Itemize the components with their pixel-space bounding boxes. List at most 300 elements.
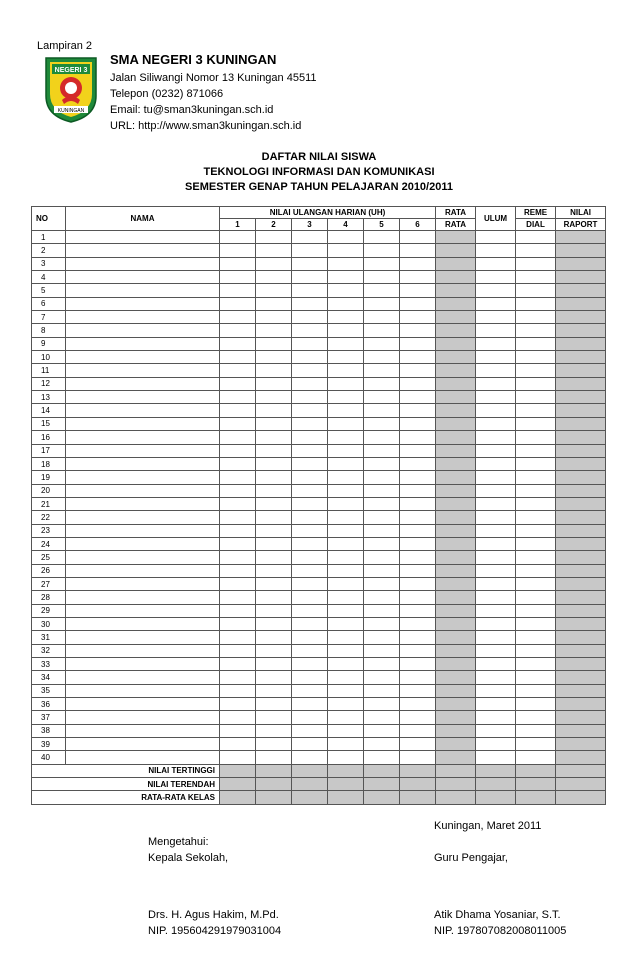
nama-cell — [66, 711, 220, 724]
table-row — [32, 457, 606, 470]
uh-cell — [328, 524, 364, 537]
remedial-cell — [516, 444, 556, 457]
nama-cell — [66, 351, 220, 364]
raport-cell — [556, 658, 606, 671]
uh-cell — [220, 524, 256, 537]
ulum-cell — [476, 471, 516, 484]
uh-cell — [256, 604, 292, 617]
raport-cell — [556, 337, 606, 350]
ulum-cell — [476, 431, 516, 444]
uh-cell — [328, 244, 364, 257]
rata-cell — [436, 311, 476, 324]
table-row — [32, 738, 606, 751]
uh-cell — [364, 524, 400, 537]
uh-cell — [400, 324, 436, 337]
row-number: 24 — [32, 537, 66, 550]
uh-cell — [292, 484, 328, 497]
uh-cell — [328, 604, 364, 617]
raport-cell — [556, 431, 606, 444]
uh-cell — [256, 244, 292, 257]
uh-cell — [292, 684, 328, 697]
row-number: 35 — [32, 684, 66, 697]
summary-cell — [292, 764, 328, 777]
rata-cell — [436, 751, 476, 764]
summary-cell — [220, 791, 256, 804]
remedial-cell — [516, 617, 556, 630]
ulum-cell — [476, 644, 516, 657]
uh-cell — [400, 711, 436, 724]
uh-cell — [220, 751, 256, 764]
uh-cell — [220, 591, 256, 604]
row-number: 12 — [32, 377, 66, 390]
uh-cell — [292, 364, 328, 377]
summary-cell — [292, 791, 328, 804]
nama-cell — [66, 617, 220, 630]
row-number: 39 — [32, 738, 66, 751]
table-row — [32, 484, 606, 497]
uh-cell — [328, 337, 364, 350]
remedial-cell — [516, 351, 556, 364]
school-name: SMA NEGERI 3 KUNINGAN — [110, 52, 277, 67]
ulum-cell — [476, 351, 516, 364]
rata-cell — [436, 551, 476, 564]
rata-cell — [436, 351, 476, 364]
header-remedial-1: REME — [516, 207, 556, 219]
uh-cell — [220, 604, 256, 617]
uh-cell — [400, 591, 436, 604]
summary-cell — [556, 764, 606, 777]
raport-cell — [556, 751, 606, 764]
raport-cell — [556, 511, 606, 524]
uh-cell — [364, 457, 400, 470]
summary-cell — [516, 778, 556, 791]
ulum-cell — [476, 311, 516, 324]
uh-cell — [292, 404, 328, 417]
uh-cell — [328, 577, 364, 590]
uh-cell — [256, 497, 292, 510]
summary-cell — [256, 791, 292, 804]
nama-cell — [66, 497, 220, 510]
table-row — [32, 351, 606, 364]
uh-cell — [328, 724, 364, 737]
uh-cell — [220, 497, 256, 510]
uh-cell — [364, 631, 400, 644]
uh-cell — [364, 564, 400, 577]
uh-cell — [292, 297, 328, 310]
raport-cell — [556, 377, 606, 390]
uh-cell — [364, 604, 400, 617]
uh-cell — [328, 231, 364, 244]
raport-cell — [556, 698, 606, 711]
table-row — [32, 257, 606, 270]
remedial-cell — [516, 631, 556, 644]
uh-cell — [400, 564, 436, 577]
summary-blank — [32, 764, 66, 777]
summary-cell — [328, 791, 364, 804]
summary-cell — [364, 778, 400, 791]
rata-cell — [436, 404, 476, 417]
uh-cell — [220, 444, 256, 457]
uh-cell — [328, 684, 364, 697]
kepala-sekolah-title: Kepala Sekolah, — [148, 852, 229, 864]
header-rata-1: RATA — [436, 207, 476, 219]
remedial-cell — [516, 658, 556, 671]
row-number: 6 — [32, 297, 66, 310]
uh-cell — [328, 297, 364, 310]
rata-cell — [436, 457, 476, 470]
school-email: Email: tu@sman3kuningan.sch.id — [110, 104, 274, 116]
uh-cell — [256, 751, 292, 764]
uh-cell — [400, 257, 436, 270]
uh-cell — [364, 671, 400, 684]
nama-cell — [66, 431, 220, 444]
uh-cell — [364, 497, 400, 510]
remedial-cell — [516, 431, 556, 444]
uh-cell — [292, 564, 328, 577]
uh-cell — [292, 698, 328, 711]
ulum-cell — [476, 231, 516, 244]
rata-cell — [436, 724, 476, 737]
ulum-cell — [476, 711, 516, 724]
ulum-cell — [476, 337, 516, 350]
uh-cell — [256, 631, 292, 644]
uh-cell — [400, 297, 436, 310]
uh-cell — [292, 551, 328, 564]
uh-cell — [328, 271, 364, 284]
summary-cell — [292, 778, 328, 791]
summary-row — [32, 778, 606, 791]
uh-cell — [220, 311, 256, 324]
uh-cell — [400, 671, 436, 684]
uh-cell — [292, 324, 328, 337]
uh-cell — [256, 271, 292, 284]
uh-cell — [292, 751, 328, 764]
rata-cell — [436, 471, 476, 484]
uh-cell — [400, 751, 436, 764]
grade-table — [31, 206, 606, 805]
raport-cell — [556, 257, 606, 270]
guru-pengajar-nip: NIP. 197807082008011005 — [434, 925, 567, 937]
table-row — [32, 577, 606, 590]
rata-cell — [436, 377, 476, 390]
uh-cell — [292, 604, 328, 617]
remedial-cell — [516, 271, 556, 284]
table-row — [32, 617, 606, 630]
uh-cell — [328, 444, 364, 457]
ulum-cell — [476, 377, 516, 390]
uh-cell — [256, 698, 292, 711]
school-logo — [42, 56, 100, 124]
nama-cell — [66, 698, 220, 711]
table-row — [32, 604, 606, 617]
uh-cell — [292, 284, 328, 297]
nama-cell — [66, 738, 220, 751]
nama-cell — [66, 324, 220, 337]
uh-cell — [400, 617, 436, 630]
uh-cell — [364, 417, 400, 430]
uh-cell — [328, 497, 364, 510]
summary-cell — [328, 778, 364, 791]
uh-cell — [256, 738, 292, 751]
remedial-cell — [516, 577, 556, 590]
uh-cell — [292, 271, 328, 284]
uh-cell — [328, 698, 364, 711]
remedial-cell — [516, 698, 556, 711]
grade-table-body — [32, 231, 606, 765]
table-row — [32, 417, 606, 430]
header-uh-6: 6 — [400, 219, 436, 231]
uh-cell — [328, 431, 364, 444]
uh-cell — [364, 698, 400, 711]
header-nama: NAMA — [66, 207, 220, 231]
uh-cell — [256, 337, 292, 350]
raport-cell — [556, 711, 606, 724]
uh-cell — [328, 284, 364, 297]
uh-cell — [256, 617, 292, 630]
nama-cell — [66, 297, 220, 310]
raport-cell — [556, 324, 606, 337]
nama-cell — [66, 337, 220, 350]
uh-cell — [292, 577, 328, 590]
remedial-cell — [516, 417, 556, 430]
row-number: 21 — [32, 497, 66, 510]
nama-cell — [66, 417, 220, 430]
nama-cell — [66, 391, 220, 404]
raport-cell — [556, 351, 606, 364]
row-number: 31 — [32, 631, 66, 644]
table-row — [32, 431, 606, 444]
uh-cell — [256, 484, 292, 497]
remedial-cell — [516, 231, 556, 244]
uh-cell — [400, 404, 436, 417]
row-number: 13 — [32, 391, 66, 404]
remedial-cell — [516, 404, 556, 417]
row-number: 7 — [32, 311, 66, 324]
rata-cell — [436, 537, 476, 550]
table-row — [32, 564, 606, 577]
uh-cell — [400, 391, 436, 404]
uh-cell — [292, 231, 328, 244]
table-row — [32, 471, 606, 484]
uh-cell — [220, 404, 256, 417]
remedial-cell — [516, 524, 556, 537]
row-number: 30 — [32, 617, 66, 630]
uh-cell — [292, 311, 328, 324]
uh-cell — [256, 684, 292, 697]
uh-cell — [256, 524, 292, 537]
rata-cell — [436, 631, 476, 644]
header-ulum: ULUM — [476, 207, 516, 231]
raport-cell — [556, 564, 606, 577]
remedial-cell — [516, 471, 556, 484]
uh-cell — [256, 537, 292, 550]
uh-cell — [364, 271, 400, 284]
uh-cell — [364, 577, 400, 590]
uh-cell — [364, 231, 400, 244]
remedial-cell — [516, 604, 556, 617]
remedial-cell — [516, 537, 556, 550]
rata-cell — [436, 417, 476, 430]
rata-cell — [436, 604, 476, 617]
table-row — [32, 391, 606, 404]
uh-cell — [256, 391, 292, 404]
uh-cell — [400, 244, 436, 257]
nama-cell — [66, 231, 220, 244]
title-line-1: DAFTAR NILAI SISWA — [261, 151, 377, 163]
uh-cell — [256, 297, 292, 310]
header-uh-3: 3 — [292, 219, 328, 231]
uh-cell — [400, 604, 436, 617]
raport-cell — [556, 484, 606, 497]
uh-cell — [364, 658, 400, 671]
row-number: 17 — [32, 444, 66, 457]
summary-label: NILAI TERTINGGI — [66, 764, 220, 777]
uh-cell — [220, 417, 256, 430]
logo-text-top: NEGERI 3 — [54, 67, 88, 74]
uh-cell — [292, 244, 328, 257]
rata-cell — [436, 271, 476, 284]
raport-cell — [556, 311, 606, 324]
uh-cell — [364, 391, 400, 404]
uh-cell — [220, 644, 256, 657]
uh-cell — [256, 431, 292, 444]
uh-cell — [364, 324, 400, 337]
nama-cell — [66, 577, 220, 590]
remedial-cell — [516, 484, 556, 497]
rata-cell — [436, 684, 476, 697]
uh-cell — [256, 444, 292, 457]
nama-cell — [66, 364, 220, 377]
uh-cell — [328, 564, 364, 577]
uh-cell — [292, 431, 328, 444]
uh-cell — [256, 591, 292, 604]
uh-cell — [328, 364, 364, 377]
summary-cell — [220, 764, 256, 777]
summary-blank — [32, 778, 66, 791]
uh-cell — [364, 751, 400, 764]
rata-cell — [436, 738, 476, 751]
remedial-cell — [516, 284, 556, 297]
summary-label: RATA-RATA KELAS — [66, 791, 220, 804]
raport-cell — [556, 231, 606, 244]
uh-cell — [364, 551, 400, 564]
uh-cell — [220, 698, 256, 711]
nama-cell — [66, 724, 220, 737]
uh-cell — [220, 724, 256, 737]
uh-cell — [328, 511, 364, 524]
summary-cell — [256, 764, 292, 777]
ulum-cell — [476, 284, 516, 297]
uh-cell — [220, 391, 256, 404]
nama-cell — [66, 684, 220, 697]
uh-cell — [220, 738, 256, 751]
uh-cell — [364, 257, 400, 270]
remedial-cell — [516, 324, 556, 337]
uh-cell — [364, 311, 400, 324]
table-row — [32, 497, 606, 510]
row-number: 9 — [32, 337, 66, 350]
school-header — [110, 52, 317, 134]
summary-cell — [516, 764, 556, 777]
remedial-cell — [516, 311, 556, 324]
table-row — [32, 591, 606, 604]
remedial-cell — [516, 297, 556, 310]
rata-cell — [436, 617, 476, 630]
uh-cell — [328, 711, 364, 724]
uh-cell — [328, 631, 364, 644]
uh-cell — [364, 244, 400, 257]
rata-cell — [436, 591, 476, 604]
uh-cell — [364, 711, 400, 724]
uh-cell — [364, 484, 400, 497]
summary-cell — [364, 764, 400, 777]
raport-cell — [556, 457, 606, 470]
uh-cell — [364, 617, 400, 630]
rata-cell — [436, 297, 476, 310]
uh-cell — [400, 724, 436, 737]
uh-cell — [328, 591, 364, 604]
row-number: 10 — [32, 351, 66, 364]
table-row — [32, 284, 606, 297]
table-row — [32, 311, 606, 324]
uh-cell — [328, 671, 364, 684]
remedial-cell — [516, 244, 556, 257]
table-row — [32, 444, 606, 457]
row-number: 34 — [32, 671, 66, 684]
uh-cell — [220, 564, 256, 577]
raport-cell — [556, 497, 606, 510]
uh-cell — [220, 284, 256, 297]
nama-cell — [66, 511, 220, 524]
table-row — [32, 684, 606, 697]
rata-cell — [436, 658, 476, 671]
nama-cell — [66, 244, 220, 257]
nama-cell — [66, 377, 220, 390]
uh-cell — [328, 751, 364, 764]
uh-cell — [256, 511, 292, 524]
uh-cell — [292, 591, 328, 604]
nama-cell — [66, 471, 220, 484]
table-row — [32, 658, 606, 671]
uh-cell — [220, 377, 256, 390]
nama-cell — [66, 311, 220, 324]
row-number: 8 — [32, 324, 66, 337]
nama-cell — [66, 631, 220, 644]
uh-cell — [292, 711, 328, 724]
row-number: 11 — [32, 364, 66, 377]
row-number: 38 — [32, 724, 66, 737]
remedial-cell — [516, 511, 556, 524]
nama-cell — [66, 591, 220, 604]
header-uh-5: 5 — [364, 219, 400, 231]
rata-cell — [436, 698, 476, 711]
remedial-cell — [516, 564, 556, 577]
uh-cell — [256, 551, 292, 564]
ulum-cell — [476, 524, 516, 537]
uh-cell — [328, 257, 364, 270]
uh-cell — [256, 471, 292, 484]
uh-cell — [364, 364, 400, 377]
ulum-cell — [476, 537, 516, 550]
row-number: 3 — [32, 257, 66, 270]
uh-cell — [292, 417, 328, 430]
uh-cell — [400, 497, 436, 510]
rata-cell — [436, 444, 476, 457]
summary-blank — [32, 791, 66, 804]
ulum-cell — [476, 324, 516, 337]
uh-cell — [292, 351, 328, 364]
uh-cell — [364, 297, 400, 310]
